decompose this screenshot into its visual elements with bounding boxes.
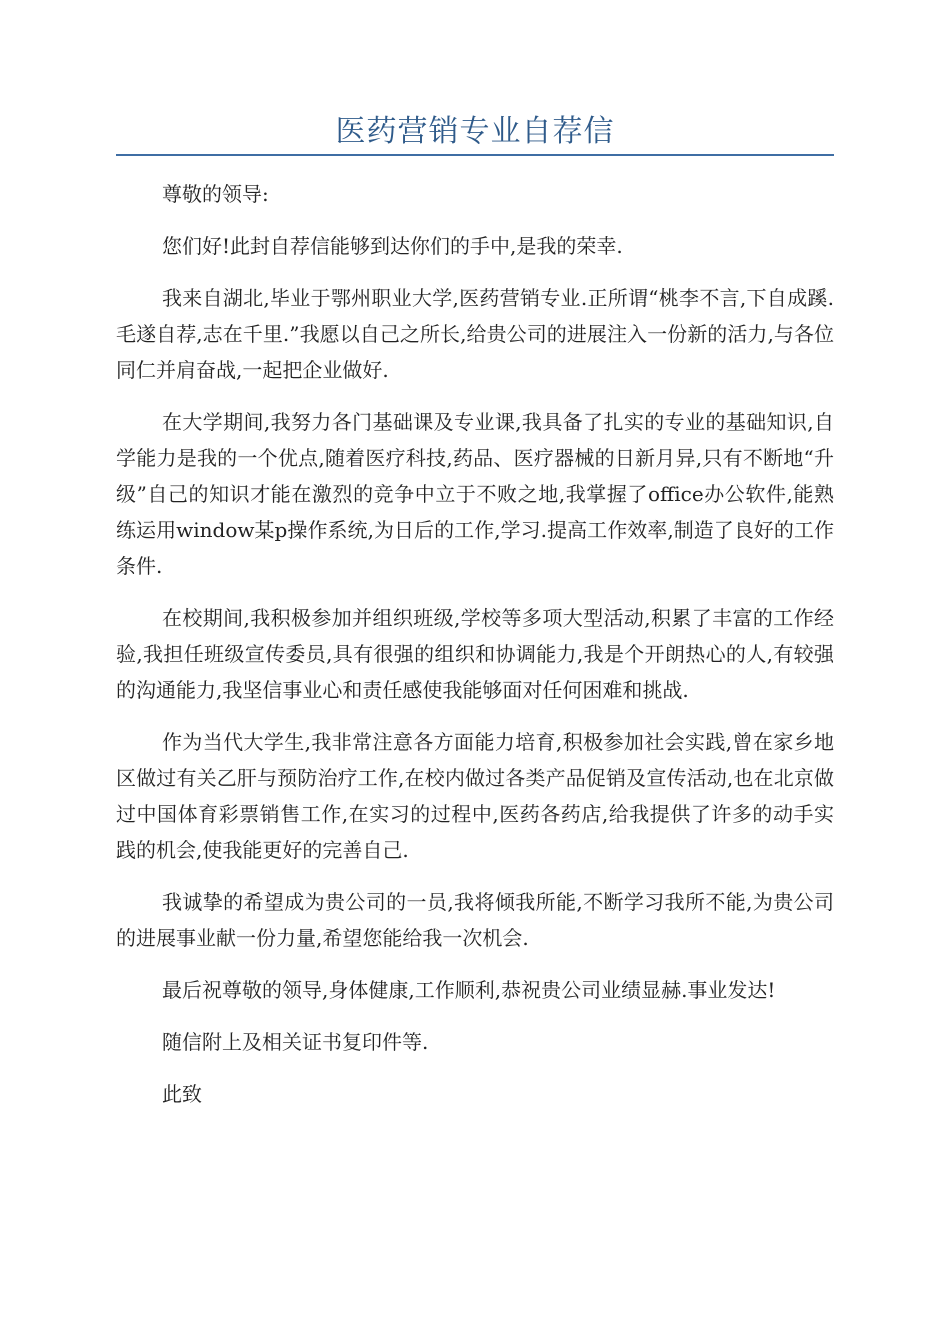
- greeting-paragraph: 您们好!此封自荐信能够到达你们的手中,是我的荣幸.: [162, 234, 623, 258]
- salutation: 尊敬的领导:: [162, 182, 269, 206]
- activities-paragraph: 在校期间,我积极参加并组织班级,学校等多项大型活动,积累了丰富的工作经验,我担任班级宣传委员,具有很强的组织和协调能力,我是个开朗热心的人,有较强的沟通能力,我坚信事业心和责任感使我能够面对任何困难和挑战.: [116, 606, 834, 702]
- wishes-paragraph: 最后祝尊敬的领导,身体健康,工作顺利,恭祝贵公司业绩显赫.事业发达!: [162, 978, 776, 1002]
- closing-paragraph: 此致: [162, 1082, 202, 1106]
- study-paragraph: 在大学期间,我努力各门基础课及专业课,我具备了扎实的专业的基础知识,自学能力是我的一个优点,随着医疗科技,药品、医疗器械的日新月异,只有不断地“升级”自己的知识才能在激烈的竞争中立于不败之地,我掌握了office办公软件,能熟练运用window某p操作系统,为日后的工作,学习.提高工作效率,制造了良好的工作条件.: [116, 410, 834, 578]
- practice-paragraph: 作为当代大学生,我非常注意各方面能力培育,积极参加社会实践,曾在家乡地区做过有关乙肝与预防治疗工作,在校内做过各类产品促销及宣传活动,也在北京做过中国体育彩票销售工作,在实习的过程中,医药各药店,给我提供了许多的动手实践的机会,使我能更好的完善自己.: [116, 730, 834, 862]
- letter-body: [116, 176, 834, 1128]
- attachments-paragraph: 随信附上及相关证书复印件等.: [162, 1030, 429, 1054]
- introduction-paragraph: 我来自湖北,毕业于鄂州职业大学,医药营销专业.正所谓“桃李不言,下自成蹊.毛遂自荐,志在千里.”我愿以自己之所长,给贵公司的进展注入一份新的活力,与各位同仁并肩奋战,一起把企业做好.: [116, 286, 834, 382]
- title-underline: [116, 154, 834, 156]
- request-paragraph: 我诚挚的希望成为贵公司的一员,我将倾我所能,不断学习我所不能,为贵公司的进展事业献一份力量,希望您能给我一次机会.: [116, 890, 834, 950]
- document-title: 医药营销专业自荐信: [335, 114, 615, 149]
